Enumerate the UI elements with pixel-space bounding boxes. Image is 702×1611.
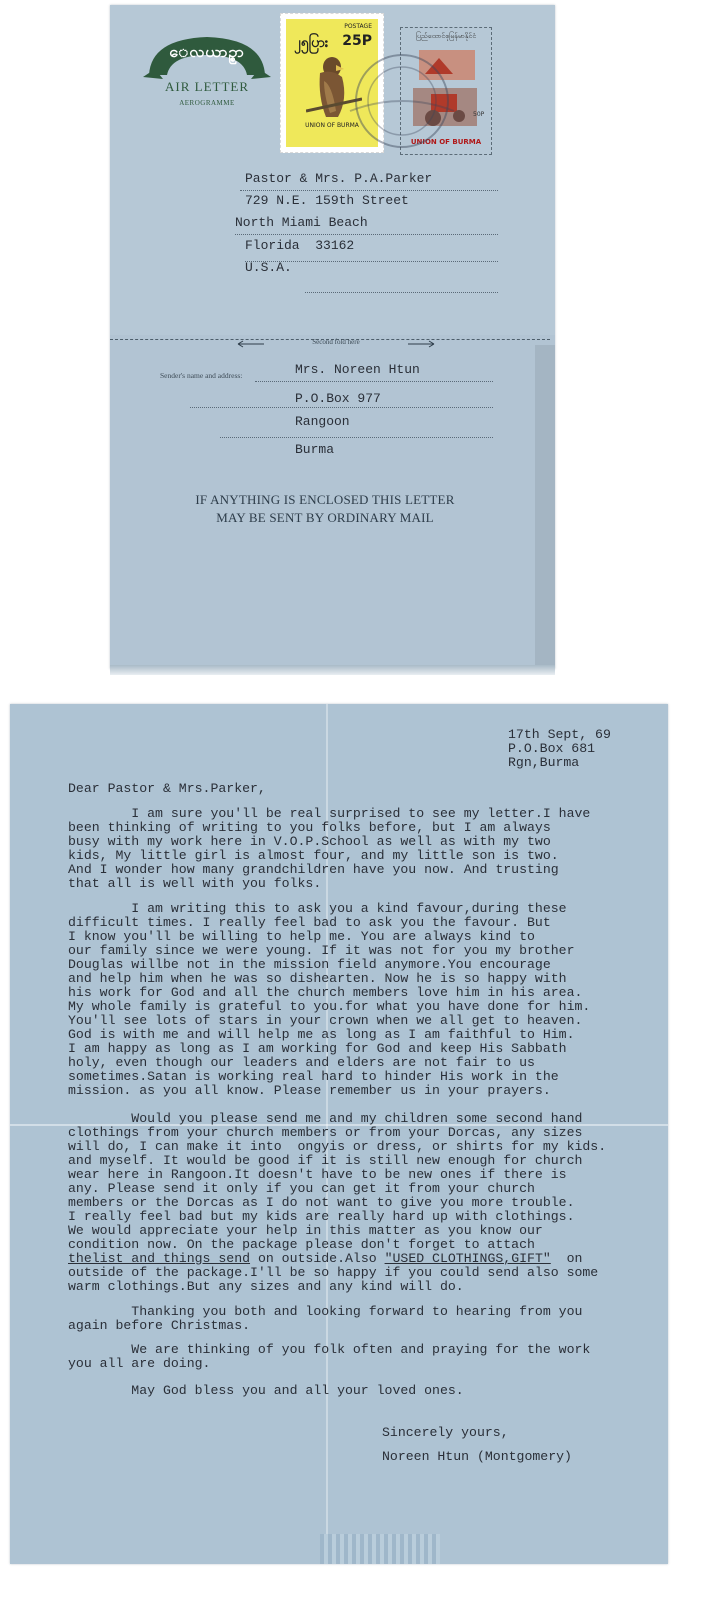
paragraph-line: I am writing this to ask you a kind favour,during these [68, 901, 567, 916]
stamp-value: 25P [342, 33, 372, 49]
notice-line-1: IF ANYTHING IS ENCLOSED THIS LETTER [195, 492, 455, 507]
paragraph-line: and help him when he was so dishearten. Now he is so happy with [68, 971, 567, 986]
paragraph-line: Douglas willbe not in the mission field anymore.You encourage [68, 957, 551, 972]
stamp-value-burmese: ၂၅ပြား [294, 35, 329, 51]
paragraph-line: I know you'll be willing to help me. You are always kind to [68, 929, 535, 944]
paragraph-line: My whole family is grateful to you.for what you have done for him. [68, 999, 591, 1014]
inline-text: on outside.Also [250, 1251, 385, 1266]
address-dotted-line [235, 234, 498, 235]
stamp-postage-label: POSTAGE [344, 23, 372, 30]
recipient-country: U.S.A. [245, 260, 292, 275]
paragraph-line: any. Please send it only if you can get it from your church [68, 1181, 535, 1196]
recipient-street: 729 N.E. 159th Street [245, 193, 409, 208]
paper-edge [110, 665, 555, 675]
underlined-phrase: thelist and things send [68, 1251, 251, 1266]
worn-edge [320, 1534, 440, 1564]
sender-name: Mrs. Noreen Htun [295, 362, 420, 377]
inline-text: on [550, 1251, 583, 1266]
paragraph-line: condition now. On the package please don't forget to attach [68, 1237, 535, 1252]
paragraph-line: his work for God and all the church members love him in his area. [68, 985, 583, 1000]
paragraph-line: kids, My little girl is almost four, and my little son is two. [68, 848, 559, 863]
stamp-country: UNION OF BURMA [305, 122, 359, 129]
typed-letter [10, 704, 668, 1564]
quoted-label: "USED CLOTHINGS,GIFT" [384, 1251, 551, 1266]
enclosure-notice [150, 491, 500, 527]
paragraph-line: sometimes.Satan is working real hard to hinder His work in the [68, 1069, 559, 1084]
paragraph-line: difficult times. I really feel bad to ask you the favour. But [68, 915, 551, 930]
paragraph-line: We are thinking of you folk often and praying for the work [68, 1342, 591, 1357]
sender-label: Sender's name and address: [160, 371, 243, 380]
paragraph-line: holy, even though our leaders and elders are not fair to us [68, 1055, 535, 1070]
recipient-name: Pastor & Mrs. P.A.Parker [245, 171, 433, 186]
sender-city: Rangoon [295, 414, 350, 429]
address-dotted-line [190, 407, 493, 408]
recipient-city: North Miami Beach [235, 215, 368, 230]
address-dotted-line [220, 437, 493, 438]
logo-subtitle: AEROGRAMME [179, 99, 235, 107]
air-letter-logo [143, 29, 271, 115]
letter-place: Rgn,Burma [508, 755, 580, 770]
letter-salutation: Dear Pastor & Mrs.Parker, [68, 781, 266, 796]
fold-label: Second fold here [312, 338, 360, 346]
postmark-cancel-icon [342, 41, 462, 161]
paragraph-line: members or the Dorcas as I do not want to give you more trouble. [68, 1195, 575, 1210]
sender-box: P.O.Box 977 [295, 391, 381, 406]
paragraph-line: our family since we were young. If it was not for you my brother [68, 943, 575, 958]
letter-signature: Noreen Htun (Montgomery) [382, 1449, 572, 1464]
recipient-state-zip: Florida 33162 [245, 238, 355, 253]
paragraph-line: warm clothings.But any sizes and any kind will do. [68, 1279, 464, 1294]
paragraph-line: outside of the package.I'll be so happy if you could send also some [68, 1265, 599, 1280]
paragraph-line: And I wonder how many grandchildren have you now. And trusting [68, 862, 559, 877]
letter-date: 17th Sept, 69 [508, 727, 611, 742]
sender-country: Burma [295, 442, 335, 457]
paragraph-line: I am sure you'll be real surprised to see my letter.I have [68, 806, 591, 821]
paragraph-line: clothings from your church members or from your Dorcas, any sizes [68, 1125, 583, 1140]
paragraph-line: God is with me and will help me as long as I am faithful to Him. [68, 1027, 575, 1042]
address-dotted-line [255, 381, 493, 382]
indicia-value: 50P [473, 111, 485, 118]
paragraph-line: busy with my work here in V.O.P.School as well as with my two [68, 834, 551, 849]
paragraph-line: You'll see lots of stars in your crown when we all get to heaven. [68, 1013, 583, 1028]
paragraph-line: again before Christmas. [68, 1318, 251, 1333]
paragraph-line: Would you please send me and my children some second hand [68, 1111, 583, 1126]
paragraph-line: Thanking you both and looking forward to hearing from you [68, 1304, 583, 1319]
paragraph-line: We would appreciate your help in this matter as you know our [68, 1223, 543, 1238]
paragraph-line: will do, I can make it into ongyis or dress, or shirts for my kids. [68, 1139, 607, 1154]
paragraph-line: mission. as you all know. Please remember us in your prayers. [68, 1083, 551, 1098]
paragraph-line: I am happy as long as I am working for God and keep His Sabbath [68, 1041, 567, 1056]
paragraph-line: wear here in Rangoon.It doesn't have to be new ones if there is [68, 1167, 567, 1182]
paragraph-line: that all is well with you folks. [68, 876, 322, 891]
address-dotted-line [305, 292, 498, 293]
side-tuck-strip [535, 345, 555, 669]
letter-closing: Sincerely yours, [382, 1425, 509, 1440]
aerogramme-cover [110, 5, 555, 669]
notice-line-2: MAY BE SENT BY ORDINARY MAIL [216, 510, 434, 525]
paragraph-line: and myself. It would be good if it is still new enough for church [68, 1153, 583, 1168]
paragraph-line: I really feel bad but my kids are really hard up with clothings. [68, 1209, 575, 1224]
paragraph-line: been thinking of writing to you folks before, but I am always [68, 820, 551, 835]
logo-burmese-script: ေလယာဥ္စာ [169, 42, 245, 61]
indicia-country: UNION OF BURMA [410, 138, 482, 146]
paragraph-line: May God bless you and all your loved ones. [68, 1383, 464, 1398]
paragraph-line: you all are doing. [68, 1356, 211, 1371]
address-dotted-line [240, 190, 498, 191]
logo-title: AIR LETTER [164, 79, 249, 94]
letter-po-box: P.O.Box 681 [508, 741, 596, 756]
indicia-burmese-label: ပြည်ထောင်စုမြန်မာနိုင်ငံ [415, 32, 477, 40]
